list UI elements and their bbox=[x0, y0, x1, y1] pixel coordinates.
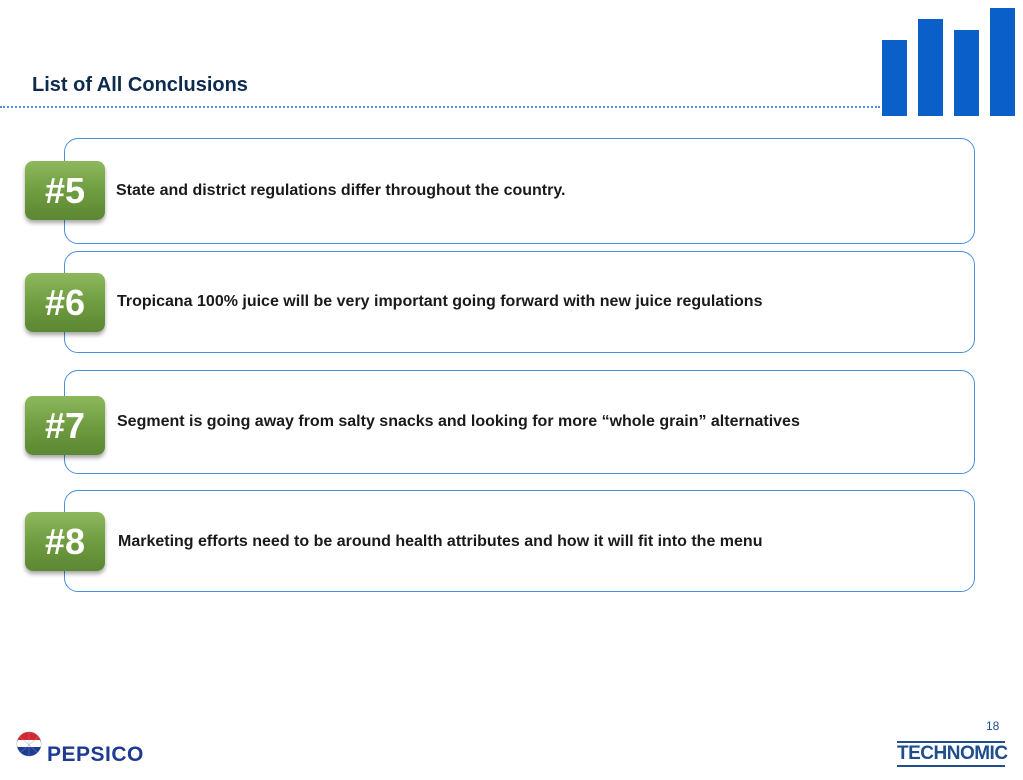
conclusion-text-7: Segment is going away from salty snacks and looking for more “whole grain” alternatives bbox=[117, 413, 800, 430]
conclusion-text-5: State and district regulations differ throughout the country. bbox=[116, 182, 566, 199]
conclusion-badge-6: #6 bbox=[25, 273, 105, 332]
decor-bar-3 bbox=[954, 30, 979, 116]
conclusion-badge-5: #5 bbox=[25, 161, 105, 220]
conclusion-badge-7: #7 bbox=[25, 396, 105, 455]
decor-bar-2 bbox=[918, 19, 943, 116]
title-dotted-divider bbox=[0, 106, 880, 108]
decor-bar-4 bbox=[990, 8, 1015, 116]
technomic-bottom-rule bbox=[897, 765, 1005, 767]
pepsico-logo: PEPSICO bbox=[47, 743, 144, 766]
page-number: 18 bbox=[986, 719, 1000, 733]
conclusion-badge-8: #8 bbox=[25, 512, 105, 571]
conclusion-text-8: Marketing efforts need to be around health attributes and how it will fit into the menu bbox=[118, 533, 763, 550]
slide-title: List of All Conclusions bbox=[32, 74, 248, 96]
technomic-logo: TECHNOMIC bbox=[897, 743, 1008, 764]
bar-chart-icon bbox=[882, 6, 1017, 116]
decor-bar-1 bbox=[882, 40, 907, 116]
conclusion-text-6: Tropicana 100% juice will be very important going forward with new juice regulations bbox=[117, 293, 763, 310]
